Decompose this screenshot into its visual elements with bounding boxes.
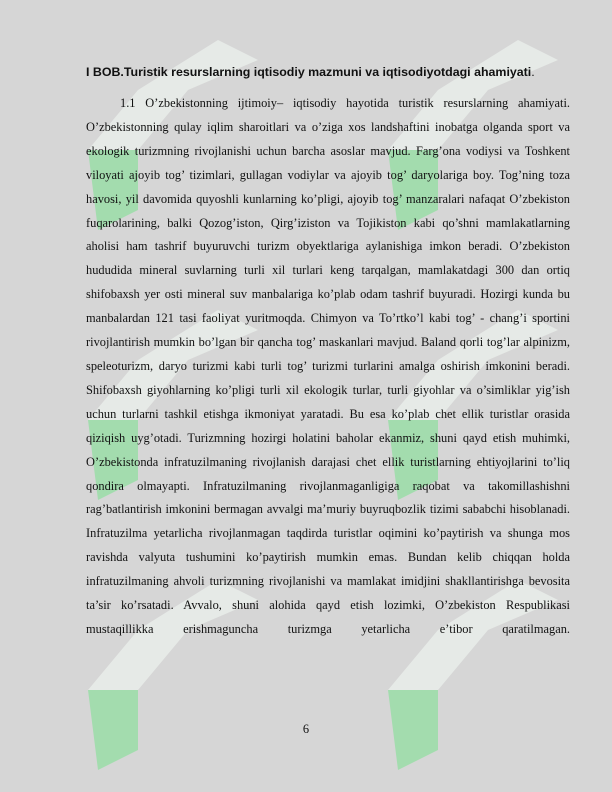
document-body <box>86 62 570 642</box>
page-number: 6 <box>302 722 310 736</box>
chapter-heading-text: I BOB.Turistik resurslarning iqtisodiy mazmuni va iqtisodiyotdagi ahamiyati <box>86 65 532 79</box>
chapter-heading <box>86 62 570 82</box>
chapter-heading-period: . <box>531 65 535 79</box>
body-paragraph: 1.1 O’zbekistonning ijtimoiy– iqtisodiy hayotida turistik resurslarning ahamiyati. O’zbekistonning qulay iqlim sharoitlari va o’ziga xos landshaftini inobatga olganda sport va ekologik turizmning rivojlanishi uchun barcha asoslar mavjud. Farg’ona vodiysi va Toshkent viloyati ajoyib tog’ tizimlari, gullagan vodiylar va ajoyib tog’ daryolariga boy. Tog’ning toza havosi, yil davomida quyoshli kunlarning ko’pligi, ajoyib tog’ manzaralari nafaqat O’zbekiston fuqarolarining, balki Qozog’iston, Qirg’iziston va Tojikiston kabi qo’shni mamlakatlarning aholisi ham tashrif buyuruvchi turizm obyektlariga aylanishiga imkon beradi. O’zbekiston hududida mineral suvlarning turli xil turlari keng tarqalgan, mamlakatdagi 300 dan ortiq shifobaxsh yer osti mineral suv manbalariga ko’plab odam tashrif buyuradi. Hozirgi kunda bu manbalardan 121 tasi faoliyat yuritmoqda. Chimyon va To’rtko’l kabi tog’ - chang’i sportini rivojlantirish mumkin bo’lgan bir qancha tog’ maskanlari mavjud. Baland qorli tog’lar alpinizm, speleoturizm, daryo turizmi kabi turli tog’ turizmi turlarini amalga oshirish imkonini beradi. Shifobaxsh giyohlarning ko’pligi turli xil ekologik turlar, turli giyohlar va o’simliklar yig’ish uchun turlarni tashkil etishga ikmoniyat yaratadi. Bu esa ko’plab chet ellik turistlar orasida qiziqish uyg’otadi. Turizmning hozirgi holatini baholar ekanmiz, shuni qayd etish muhimki, O’zbekistonda infratuzilmaning rivojlanish darajasi chet ellik turistlarning ehtiyojlarini to’liq qondira olmayapti. Infratuzilmaning rivojlanmaganligiga raqobat va takomillashishni rag’batlantirish imkonini bermagan avvalgi ma’muriy buyruqbozlik tizimi sababchi hisoblanadi. Infratuzilma yetarlicha rivojlanmagan taqdirda turistlar oqimini ko’paytirish va shunga mos ravishda valyuta tushumini ko’paytirish mumkin emas. Bundan kelib chiqqan holda infratuzilmaning ahvoli turizmning rivojlanishi va mamlakat imidjini shakllantirishga bevosita ta’sir ko’rsatadi. Avvalo, shuni alohida qayd etish lozimki, O’zbekiston Respublikasi mustaqillikka erishmaguncha turizmga yetarlicha e’tibor qaratilmagan. <box>86 96 570 636</box>
